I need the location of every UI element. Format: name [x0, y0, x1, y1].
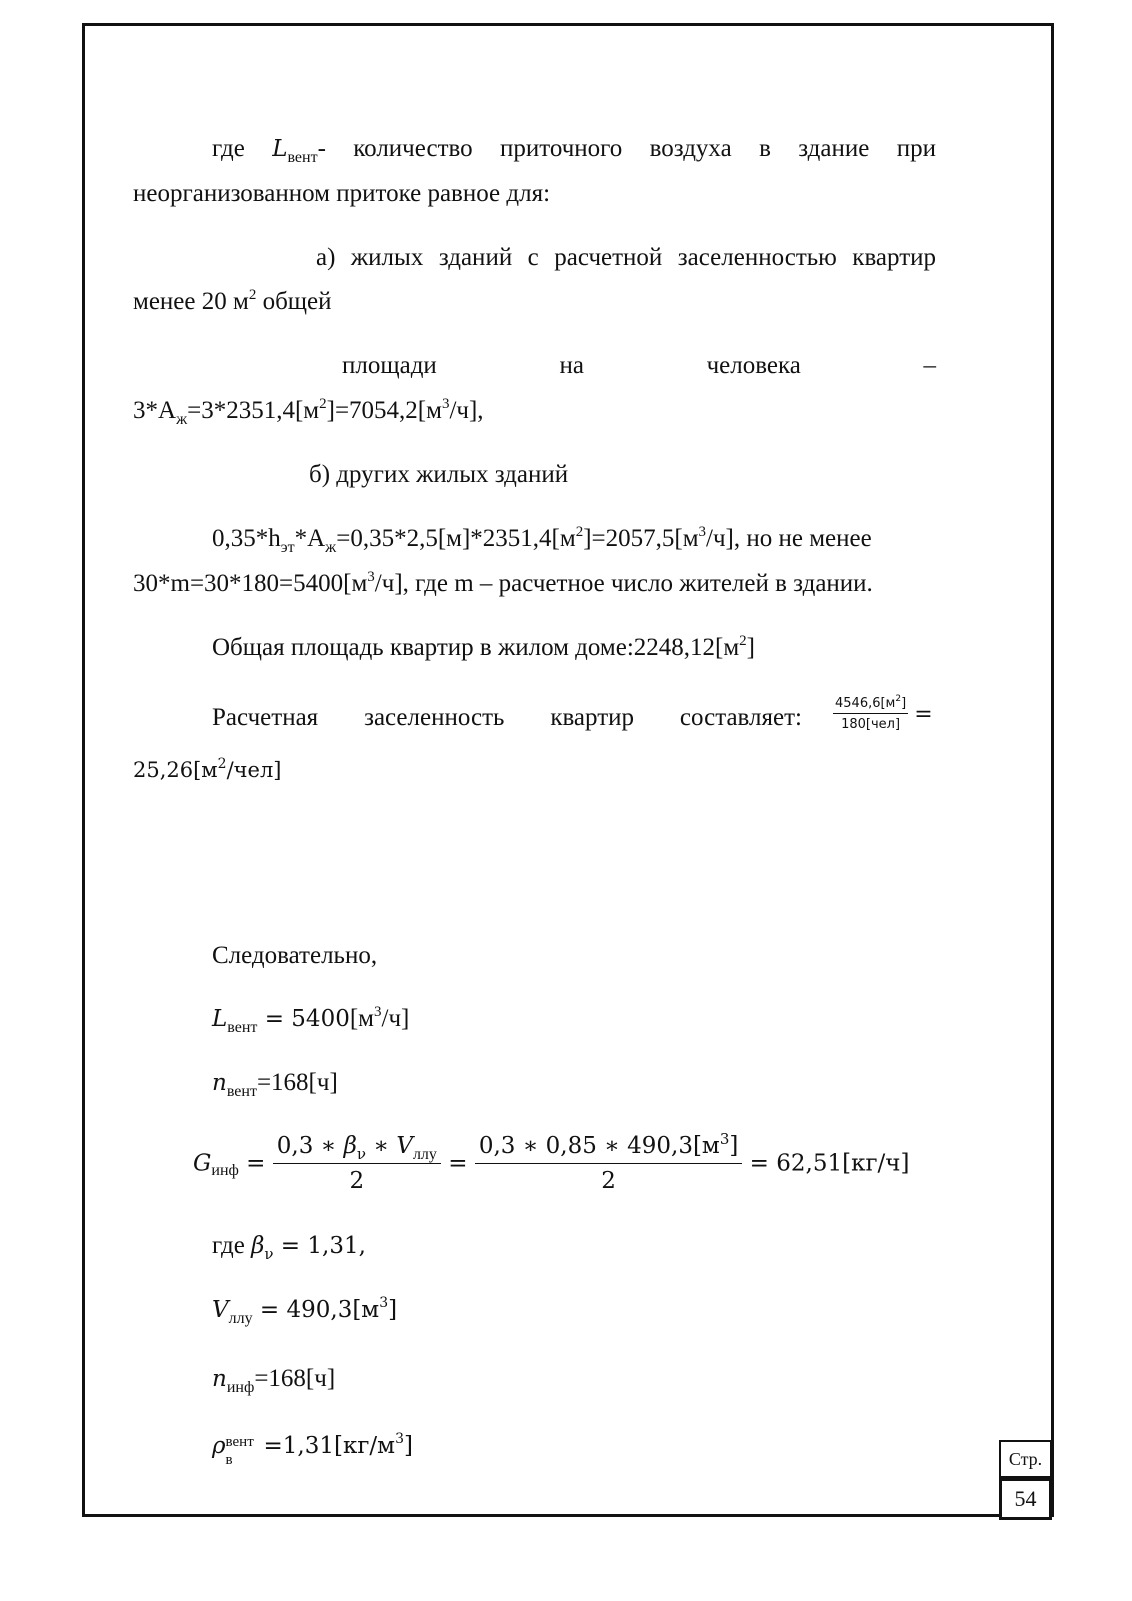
rho-value [212, 1431, 413, 1468]
g-inf-formula [193, 1132, 909, 1195]
text: = 5400 [257, 1006, 350, 1032]
text: *А [294, 525, 326, 552]
subscript: ллу [412, 1146, 437, 1163]
superscript: 2 [319, 396, 327, 412]
occupancy-result [133, 755, 282, 785]
var-subscript: вент [287, 149, 318, 166]
text: /чел] [226, 758, 282, 782]
equals-sign: = [440, 1150, 475, 1177]
item-a-line1: а) жилых зданий с расчетной заселенностью квартир [316, 244, 936, 271]
var-subscript: вент [226, 1083, 257, 1100]
fraction-numerator [475, 1132, 743, 1164]
word: человека [706, 352, 801, 379]
beta-symbol: β [343, 1133, 357, 1159]
word: при [896, 135, 936, 162]
item-a-line3 [342, 351, 936, 381]
item-b-formula-line2 [133, 569, 873, 599]
subscript: в [225, 1452, 233, 1468]
occupancy-fraction [833, 696, 933, 732]
word: в [759, 135, 771, 162]
superscript: 2 [895, 694, 902, 704]
text: 3*А [133, 397, 177, 424]
superscript: 3 [395, 1431, 404, 1447]
result-text: = 62,51[кг/ч] [742, 1150, 910, 1177]
word: здание [798, 135, 870, 162]
word: на [559, 352, 584, 379]
page-number-box: 54 [999, 1478, 1052, 1520]
text: /ч] [381, 1005, 410, 1032]
var-l-vent [272, 134, 326, 164]
text: /ч], где m – расчетное число жителей в здании. [374, 570, 873, 597]
var-subscript: ллу [228, 1310, 253, 1327]
word [212, 134, 245, 164]
text: где [212, 1232, 252, 1259]
total-area-line [212, 633, 755, 663]
word-text: где [212, 135, 245, 162]
var-symbol: n [212, 1070, 227, 1096]
word: – [923, 352, 936, 379]
para-definition-line2: неорганизованном притоке равное для: [133, 180, 551, 207]
text: 25,26[м [133, 758, 218, 782]
text: = 490,3[м [252, 1297, 380, 1323]
var-symbol: V [212, 1297, 229, 1323]
word: воздуха [649, 135, 732, 162]
text: ]=7054,2[м [326, 397, 442, 424]
beta-value [212, 1231, 366, 1261]
v-llu-value [212, 1295, 397, 1325]
text: ] [388, 1297, 398, 1323]
n-inf-value [212, 1364, 335, 1394]
text: =168[ч] [256, 1069, 338, 1096]
text: 0,35*h [212, 525, 281, 552]
var-subscript: инф [211, 1161, 239, 1179]
text: ] [403, 1433, 413, 1459]
rho-indices [225, 1431, 264, 1468]
text: 30*m=30*180=5400[м [133, 570, 368, 597]
word: квартир [550, 704, 635, 731]
text: Общая площадь квартир в жилом доме:2248,12[м [212, 634, 740, 661]
subscript: ν [356, 1145, 367, 1163]
var-symbol: L [272, 136, 288, 162]
superscript: 3 [719, 1130, 730, 1148]
subscript: эт [280, 539, 295, 556]
equals-sign: = [238, 1150, 273, 1177]
text: ] [746, 634, 755, 661]
subscript: ν [264, 1245, 274, 1263]
var-symbol: G [193, 1150, 212, 1177]
fraction-denominator: 2 [601, 1168, 616, 1194]
text: /ч], но не менее [706, 525, 872, 552]
superscript: 2 [248, 287, 257, 303]
text: [м [349, 1005, 374, 1032]
var-subscript: вент [227, 1019, 258, 1036]
text: ] [901, 696, 907, 711]
fraction [833, 696, 908, 732]
l-vent-value [212, 1004, 409, 1034]
text: =1,31[кг/м [263, 1433, 396, 1459]
fraction-2 [475, 1132, 743, 1195]
n-vent-value [212, 1068, 338, 1098]
superscript: 3 [379, 1295, 389, 1311]
superscript: 3 [698, 524, 707, 540]
text: ∗ [366, 1133, 397, 1159]
text: /ч], [449, 397, 484, 424]
var-subscript: инф [226, 1379, 255, 1396]
text: менее 20 м [133, 288, 249, 315]
superscript: 3 [374, 1004, 382, 1020]
word: приточного [500, 135, 623, 162]
word: составляет: [679, 704, 802, 731]
para-definition-line1 [212, 134, 936, 164]
fraction-numerator [273, 1132, 441, 1164]
text: ] [729, 1133, 739, 1159]
text: 0,3 ∗ [276, 1133, 344, 1159]
item-b-heading: б) других жилых зданий [309, 461, 569, 488]
fraction-denominator: 2 [349, 1168, 365, 1194]
text: =168[ч] [254, 1365, 336, 1392]
item-b-formula-line1 [212, 524, 872, 554]
text: ]=2057,5[м [583, 525, 699, 552]
superscript: 3 [367, 569, 375, 585]
var-symbol: ρ [212, 1433, 226, 1459]
text: =3*2351,4[м [187, 397, 320, 424]
word: заселенность [364, 704, 505, 731]
subscript: ж [325, 539, 337, 556]
beta-symbol: β [251, 1233, 265, 1259]
word: площади [342, 352, 437, 379]
superscript: 2 [575, 524, 584, 540]
page-label-box: Стр. [999, 1440, 1052, 1478]
fraction-1 [273, 1132, 441, 1195]
text: = 1,31, [273, 1233, 366, 1259]
var-symbol: n [212, 1366, 227, 1392]
text: 4546,6[м [835, 696, 896, 711]
item-a-line2 [133, 287, 332, 317]
var-symbol: L [212, 1006, 228, 1032]
text: общей [256, 288, 332, 315]
consequently-line: Следовательно, [212, 942, 378, 969]
text: =0,35*2,5[м]*2351,4[м [336, 525, 576, 552]
fraction-denominator: 180[чел] [841, 717, 901, 732]
superscript: 3 [441, 396, 450, 412]
text: 0,3 ∗ 0,85 ∗ 490,3[м [478, 1133, 720, 1159]
dash: - [317, 135, 326, 162]
subscript: ж [176, 411, 188, 428]
var-symbol: V [396, 1133, 413, 1159]
occupancy-line1 [212, 703, 802, 733]
superscript: 2 [739, 633, 747, 649]
superscript: 2 [217, 756, 227, 772]
word: Расчетная [212, 704, 319, 731]
item-a-formula [133, 396, 484, 426]
word: количество [353, 135, 473, 162]
fraction-numerator [833, 696, 908, 714]
superscript: вент [225, 1434, 254, 1450]
equals-sign: = [914, 701, 933, 727]
